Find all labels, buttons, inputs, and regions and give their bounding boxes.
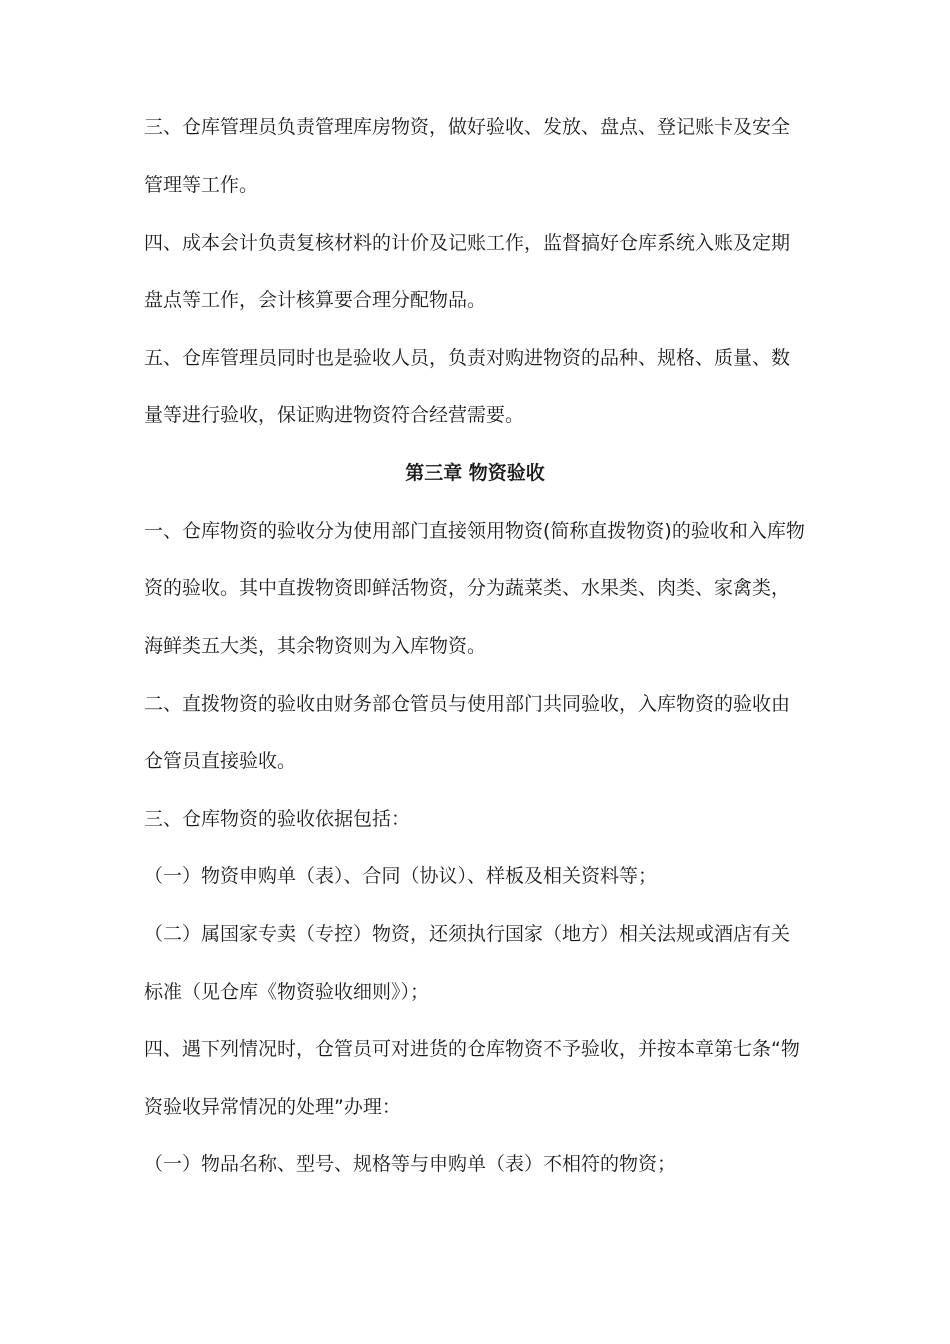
paragraph-line: 三、仓库管理员负责管理库房物资，做好验收、发放、盘点、登记账卡及安全 xyxy=(144,116,791,138)
paragraph-line: 量等进行验收，保证购进物资符合经营需要。 xyxy=(144,404,525,426)
paragraph-line: 仓管员直接验收。 xyxy=(144,750,297,772)
paragraph-line: 管理等工作。 xyxy=(144,174,259,196)
paragraph-line: 五、仓库管理员同时也是验收人员，负责对购进物资的品种、规格、质量、数 xyxy=(144,347,791,369)
paragraph-line: （二）属国家专卖（专控）物资，还须执行国家（地方）相关法规或酒店有关 xyxy=(144,923,791,945)
paragraph-line: 一、仓库物资的验收分为使用部门直接领用物资(简称直拨物资)的验收和入库物 xyxy=(144,520,805,542)
paragraph-line: 海鲜类五大类，其余物资则为入库物资。 xyxy=(144,635,487,657)
paragraph-line: 三、仓库物资的验收依据包括： xyxy=(144,808,411,830)
paragraph-line: 二、直拨物资的验收由财务部仓管员与使用部门共同验收，入库物资的验收由 xyxy=(144,693,791,715)
paragraph-line: 四、成本会计负责复核材料的计价及记账工作，监督搞好仓库系统入账及定期 xyxy=(144,232,791,254)
paragraph-line: （一）物资申购单（表）、合同（协议）、样板及相关资料等； xyxy=(144,865,658,887)
paragraph-line: 资的验收。其中直拨物资即鲜活物资，分为蔬菜类、水果类、肉类、家禽类， xyxy=(144,577,791,599)
paragraph-line: 四、遇下列情况时，仓管员可对进货的仓库物资不予验收，并按本章第七条“物 xyxy=(144,1038,800,1060)
paragraph-line: 资验收异常情况的处理”办理： xyxy=(144,1096,401,1118)
chapter-heading: 第三章 物资验收 xyxy=(405,462,545,484)
paragraph-line: 标准（见仓库《物资验收细则》）； xyxy=(144,981,430,1003)
paragraph-line: 盘点等工作，会计核算要合理分配物品。 xyxy=(144,289,487,311)
paragraph-line: （一）物品名称、型号、规格等与申购单（表）不相符的物资； xyxy=(144,1153,677,1175)
